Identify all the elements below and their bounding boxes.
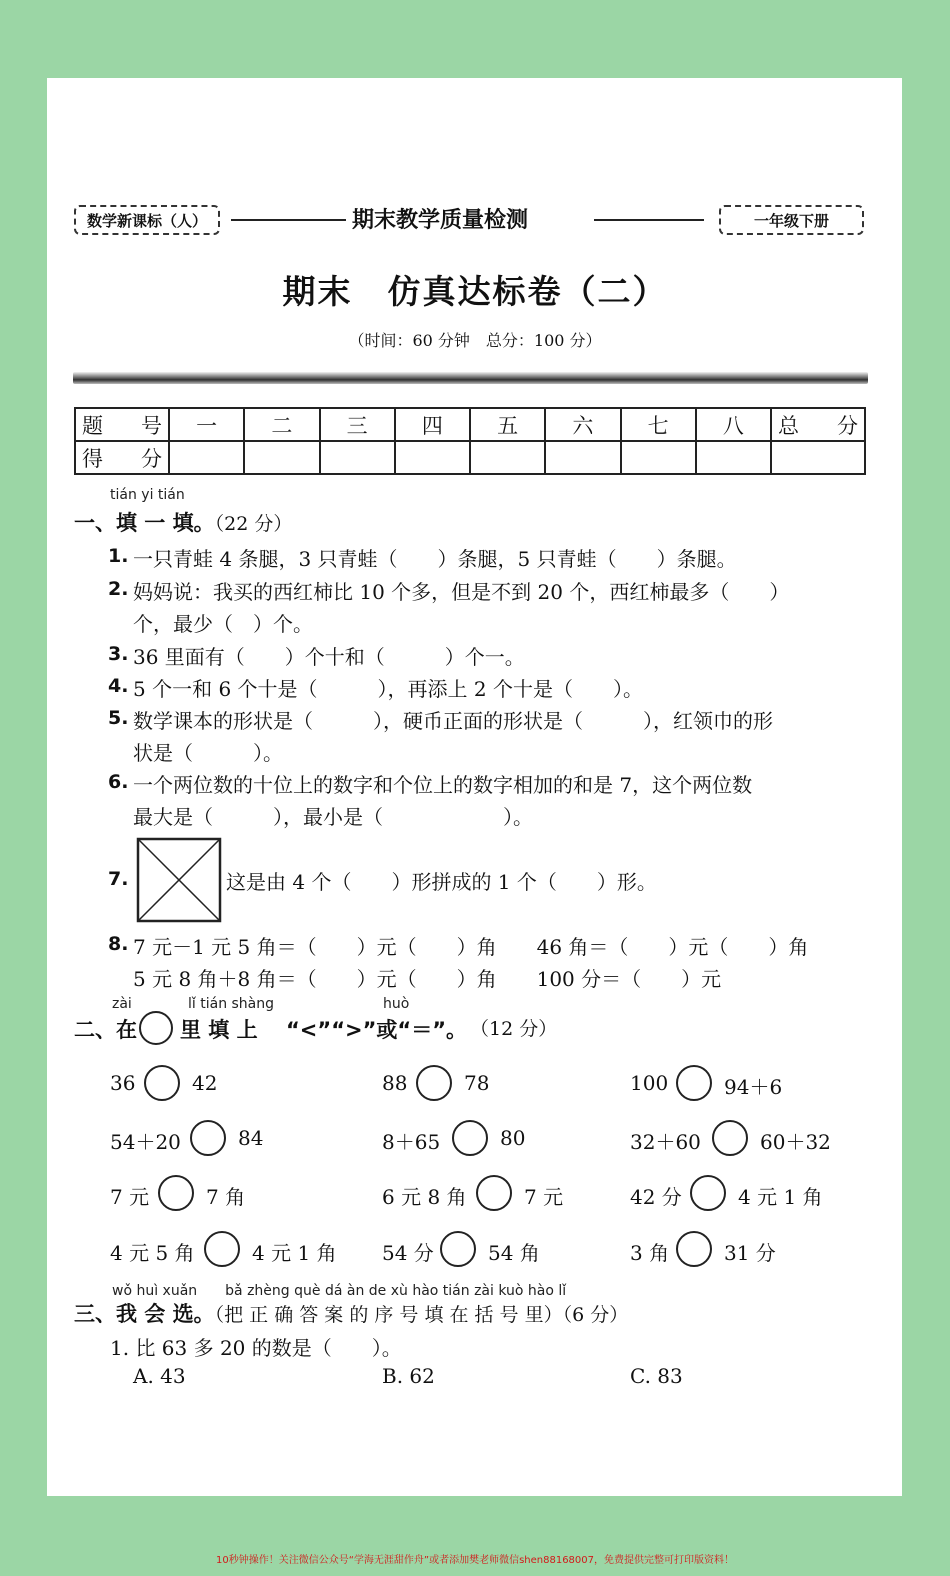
- compare-circle[interactable]: [190, 1120, 226, 1156]
- compare-circle[interactable]: [676, 1065, 712, 1101]
- compare-left: 8＋65: [382, 1130, 441, 1154]
- score-header-row: [75, 408, 865, 441]
- col-1: 一: [169, 408, 244, 441]
- q2-number: 2.: [108, 578, 129, 600]
- q8-text-line1: 7 元－1 元 5 角＝（ ）元（ ）角 46 角＝（ ）元（ ）角: [133, 935, 809, 959]
- header-rule-left: [231, 219, 346, 221]
- compare-circle[interactable]: [476, 1175, 512, 1211]
- col-5: 五: [470, 408, 545, 441]
- compare-circle[interactable]: [690, 1175, 726, 1211]
- score-value-row: [75, 441, 865, 474]
- col-3: 三: [320, 408, 395, 441]
- compare-right: 80: [500, 1126, 526, 1150]
- section1-heading: 一、填 一 填。: [74, 511, 215, 535]
- compare-left: 7 元: [110, 1185, 150, 1209]
- footer-note: 10秒钟操作！关注微信公众号“学海无涯甜作舟”或者添加樊老师微信shen88168007，免费提供完整可打印版资料！: [215, 1555, 735, 1566]
- section2-points-text: （12 分）: [470, 1018, 558, 1040]
- question-number-label: 题 号: [75, 408, 169, 441]
- divider-band: [73, 372, 868, 384]
- score-cell[interactable]: [395, 441, 470, 474]
- option-c[interactable]: C. 83: [630, 1364, 683, 1388]
- section3-instruction: （把 正 确 答 案 的 序 号 填 在 括 号 里）: [214, 1304, 563, 1326]
- section3-title: [74, 1298, 628, 1328]
- score-cell[interactable]: [169, 441, 244, 474]
- q2-text-line2: 个，最少（ ）个。: [133, 612, 313, 636]
- col-4: 四: [395, 408, 470, 441]
- compare-circle[interactable]: [144, 1065, 180, 1101]
- score-cell[interactable]: [696, 441, 771, 474]
- compare-left: 3 角: [630, 1241, 670, 1265]
- compare-right: 60＋32: [760, 1130, 831, 1154]
- score-cell[interactable]: [621, 441, 696, 474]
- compare-left: 54＋20: [110, 1130, 181, 1154]
- q5-text-line2: 状是（ ）。: [133, 741, 283, 765]
- q2-text-line1: 妈妈说：我买的西红柿比 10 个多，但是不到 20 个，西红柿最多（ ）: [133, 580, 790, 604]
- score-cell[interactable]: [470, 441, 545, 474]
- q6-text-line2: 最大是（ ），最小是（ ）。: [133, 805, 533, 829]
- option-b[interactable]: B. 62: [382, 1364, 435, 1388]
- q8-number: 8.: [108, 933, 129, 955]
- score-label: 得 分: [75, 441, 169, 474]
- compare-right: 42: [192, 1071, 218, 1095]
- section1-points: （22 分）: [214, 513, 293, 535]
- section1-title: [74, 507, 292, 537]
- section2-title-a: 二、在: [74, 1018, 137, 1042]
- grade-badge: 一年级下册: [719, 205, 864, 235]
- q3-text: 36 里面有（ ）个十和（ ）个一。: [133, 645, 525, 669]
- compare-right: 4 元 1 角: [738, 1185, 823, 1209]
- q5-number: 5.: [108, 707, 129, 729]
- q6-text-line1: 一个两位数的十位上的数字和个位上的数字相加的和是 7，这个两位数: [133, 773, 753, 797]
- square-diagonals-figure: [136, 837, 222, 923]
- section2-points: [470, 1014, 557, 1041]
- subject-badge: 数学新课标（人）: [74, 205, 220, 235]
- section2-title-b: 里 填 上: [180, 1018, 258, 1042]
- q4-text: 5 个一和 6 个十是（ ），再添上 2 个十是（ ）。: [133, 677, 643, 701]
- compare-left: 32＋60: [630, 1130, 701, 1154]
- q4-number: 4.: [108, 675, 129, 697]
- q1-text: 一只青蛙 4 条腿，3 只青蛙（ ）条腿，5 只青蛙（ ）条腿。: [133, 547, 737, 571]
- compare-right: 78: [464, 1071, 490, 1095]
- col-8: 八: [696, 408, 771, 441]
- compare-left: 42 分: [630, 1185, 682, 1209]
- q6-number: 6.: [108, 771, 129, 793]
- section1-pinyin: tián yi tián: [110, 487, 185, 503]
- compare-circle[interactable]: [158, 1175, 194, 1211]
- total-cell[interactable]: [771, 441, 865, 474]
- q7-text: 这是由 4 个（ ）形拼成的 1 个（ ）形。: [226, 870, 657, 894]
- section2-pinyin-zai: zài: [112, 996, 132, 1012]
- score-cell[interactable]: [244, 441, 319, 474]
- compare-circle[interactable]: [676, 1231, 712, 1267]
- compare-left: 100: [630, 1071, 669, 1095]
- compare-circle[interactable]: [204, 1231, 240, 1267]
- compare-right: 31 分: [724, 1241, 776, 1265]
- compare-circle[interactable]: [440, 1231, 476, 1267]
- score-table: [74, 407, 866, 475]
- section2-pinyin-huo: huò: [383, 996, 410, 1012]
- compare-left: 54 分: [382, 1241, 434, 1265]
- exam-info: （时间：60 分钟 总分：100 分）: [348, 331, 602, 350]
- compare-right: 7 角: [206, 1185, 246, 1209]
- section2-pinyin-middle: lǐ tián shàng: [188, 996, 275, 1012]
- score-cell[interactable]: [320, 441, 395, 474]
- compare-left: 88: [382, 1071, 408, 1095]
- compare-left: 6 元 8 角: [382, 1185, 467, 1209]
- q8-text-line2: 5 元 8 角＋8 角＝（ ）元（ ）角 100 分＝（ ）元: [133, 967, 722, 991]
- option-a[interactable]: A. 43: [133, 1364, 186, 1388]
- col-6: 六: [545, 408, 620, 441]
- q1-number: 1.: [108, 545, 129, 567]
- total-label: 总 分: [771, 408, 865, 441]
- compare-right: 54 角: [488, 1241, 540, 1265]
- section3-heading: 三、我 会 选。: [74, 1302, 215, 1326]
- q3-number: 3.: [108, 643, 129, 665]
- compare-circle[interactable]: [712, 1120, 748, 1156]
- compare-right: 7 元: [524, 1185, 564, 1209]
- compare-left: 36: [110, 1071, 136, 1095]
- circle-symbol: [139, 1011, 173, 1045]
- s3-q1-text: 1. 比 63 多 20 的数是（ ）。: [110, 1336, 402, 1360]
- compare-circle[interactable]: [452, 1120, 488, 1156]
- page-title: 期末 仿真达标卷（二）: [282, 272, 668, 311]
- q5-text-line1: 数学课本的形状是（ ），硬币正面的形状是（ ），红领巾的形: [133, 709, 773, 733]
- compare-right: 84: [238, 1126, 264, 1150]
- section2-title-c: “<”“>”或“＝”。: [286, 1018, 468, 1042]
- compare-right: 94＋6: [724, 1075, 783, 1099]
- score-cell[interactable]: [545, 441, 620, 474]
- section3-pinyin: wǒ huì xuǎn bǎ zhèng què dá àn de xù hào tián zài kuò hào lǐ: [112, 1283, 567, 1299]
- header-rule-right: [594, 219, 704, 221]
- compare-circle[interactable]: [416, 1065, 452, 1101]
- q7-number: 7.: [108, 868, 129, 890]
- header-title: 期末教学质量检测: [352, 208, 529, 233]
- compare-right: 4 元 1 角: [252, 1241, 337, 1265]
- col-7: 七: [621, 408, 696, 441]
- col-2: 二: [244, 408, 319, 441]
- compare-left: 4 元 5 角: [110, 1241, 195, 1265]
- section3-points: （6 分）: [562, 1304, 629, 1326]
